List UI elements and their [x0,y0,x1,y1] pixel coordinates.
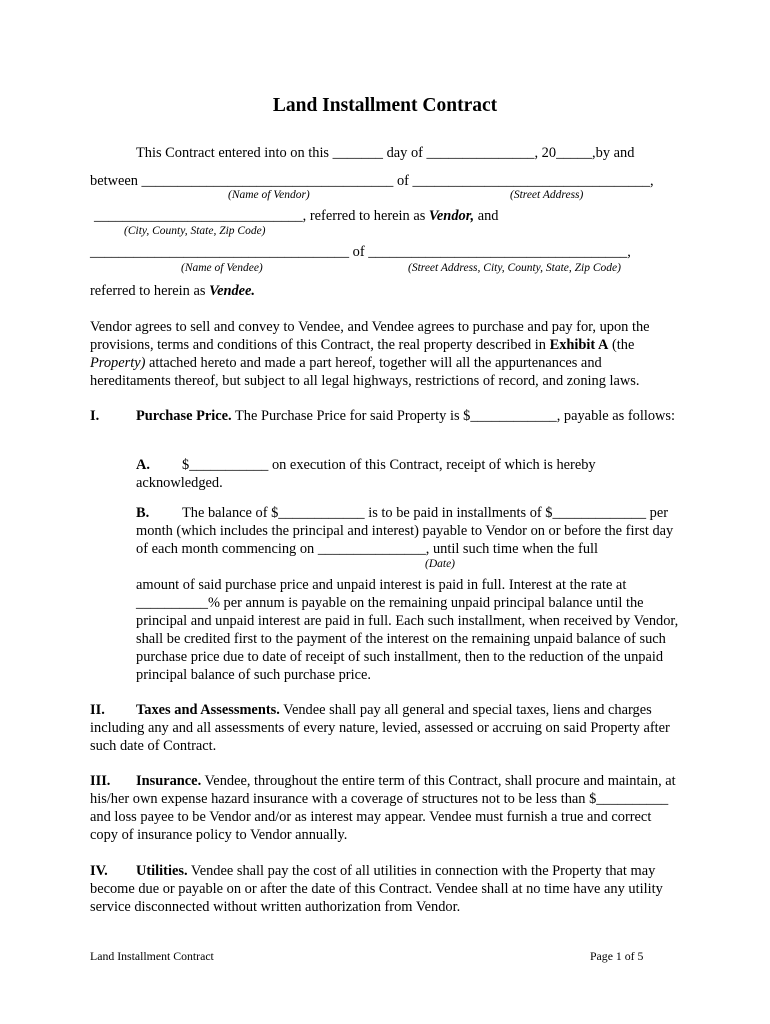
vendee-referred-line [90,282,255,300]
section-heading: Taxes and Assessments. [136,702,280,718]
footer-title: Land Installment Contract [90,949,214,963]
vendee-line: ____________________________________ of ____________________________________, [90,244,631,260]
section-text: Vendee shall pay the cost of all utilities in connection with the Property that may become due or payable on or after the date of this Contract. Vendee shall at no time have any utility service disconnected without written authorization from Vendor. [90,863,663,915]
vendor-city-line [94,207,499,225]
city-caption: (City, County, State, Zip Code) [124,225,266,237]
subsection-b-continued: amount of said purchase price and unpaid interest is paid in full. Interest at the rate at __________% per annum is payable on the remaining unpaid principal balance until the principal and unpaid interest are paid in full. Each such installment, when received by Vendor, shall be credited first to the payment of the interest on the remaining unpaid balance of such purchase price due to date of receipt of such installment, then to the reduction of the unpaid principal balance of such purchase price. [136,577,679,683]
section-number: III. [90,773,111,789]
exhibit-a-ref: Exhibit A [549,337,609,353]
section-taxes [90,701,680,755]
subsection-letter: B. [136,505,150,521]
vendor-name-caption: (Name of Vendor) [228,189,310,201]
vendor-line: between ___________________________________ of _________________________________, [90,173,654,189]
date-caption: (Date) [425,558,456,570]
vendee-address-caption: (Street Address, City, County, State, Zip Code) [408,262,621,274]
section-number: II. [90,702,105,718]
section-text: Vendee shall pay all general and special taxes, liens and charges including any and all assessments of every nature, levied, assessed or accruing on said Property after such date of Contract. [90,702,670,754]
vendor-term: Vendor, [428,208,475,224]
intro-paragraph [90,318,680,390]
section-text: The Purchase Price for said Property is $____________, payable as follows: [231,408,676,424]
document-title: Land Installment Contract [272,95,498,116]
vendee-term: Vendee. [209,283,256,299]
section-number: IV. [90,863,108,879]
section-heading: Utilities. [136,863,188,879]
vendor-city-line-and: and [474,208,499,224]
section-heading: Purchase Price. [136,408,232,424]
subsection-b [136,504,681,558]
section-purchase-price [90,407,680,425]
intro-text-b: (the [608,337,635,353]
subsection-a [136,456,681,492]
vendee-name-caption: (Name of Vendee) [181,262,263,274]
subsection-text: $___________ on execution of this Contract, receipt of which is hereby acknowledged. [136,457,596,491]
contract-date-line: This Contract entered into on this _______ day of _______________, 20_____,by and [136,145,635,161]
footer-page-number: Page 1 of 5 [590,949,644,963]
property-term: Property) [90,355,146,371]
vendor-street-caption: (Street Address) [510,189,584,201]
subsection-letter: A. [136,457,150,473]
section-number: I. [90,408,100,424]
section-insurance [90,772,680,844]
vendor-city-line-text: _____________________________, referred to herein as [94,208,429,224]
intro-text-a: Vendor agrees to sell and convey to Vendee, and Vendee agrees to purchase and pay for, upon the provisions, terms and conditions of this Contract, the real property described in [90,319,650,353]
section-utilities [90,862,680,916]
section-heading: Insurance. [136,773,202,789]
vendee-referred-text: referred to herein as [90,283,210,299]
section-text: Vendee, throughout the entire term of this Contract, shall procure and maintain, at his/her own expense hazard insurance with a coverage of structures not to be less than $__________ and loss payee to be Vendor and/or as interest may appear. Vendee must furnish a true and correct copy of insurance policy to Vendor annually. [90,773,676,843]
intro-text-c: attached hereto and made a part hereof, together will all the appurtenances and hereditaments thereof, but subject to all legal highways, restrictions of record, and zoning laws. [90,355,640,389]
subsection-text: The balance of $____________ is to be paid in installments of $_____________ per month (which includes the principal and interest) payable to Vendor on or before the first day of each month commencing on _______________, until such time when the full [136,505,674,557]
